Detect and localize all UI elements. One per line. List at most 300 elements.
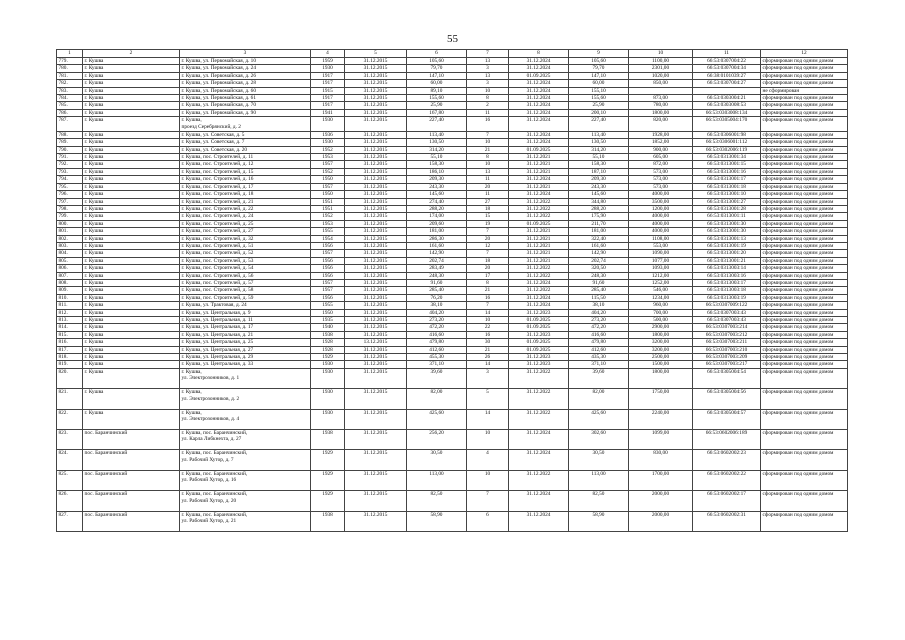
table-cell: 66:53:0602006:189: [693, 430, 761, 450]
table-cell: г. Кушва: [83, 213, 180, 220]
table-cell: 1929: [311, 450, 345, 470]
table-cell: 1108,00: [629, 235, 693, 242]
table-cell: сформирован под одним домом: [761, 198, 848, 205]
table-cell: 31.12.2015: [345, 102, 407, 109]
table-cell: 22: [467, 324, 509, 331]
table-cell: 66:53:0602002:17: [693, 491, 761, 511]
table-cell: 3: [467, 80, 509, 87]
table-cell: г. Кушва: [83, 154, 180, 161]
table-cell: 302,60: [569, 430, 629, 450]
table-cell: 1252,00: [629, 279, 693, 286]
table-cell: 320,50: [569, 265, 629, 272]
table-row: [57, 294, 848, 301]
table-cell: г. Кушва: [83, 191, 180, 198]
table-cell: г. Кушва: [83, 131, 180, 138]
column-header: 7: [467, 50, 509, 58]
table-row: [57, 139, 848, 146]
table-cell: 31.12.2015: [345, 139, 407, 146]
table-cell: 12: [467, 242, 509, 249]
table-cell: 273,20: [407, 317, 467, 324]
table-cell: 472,20: [407, 324, 467, 331]
table-cell: 113,00: [407, 470, 467, 490]
table-cell: 2000,00: [629, 491, 693, 511]
table-cell: 66:53:0313001:30: [693, 220, 761, 227]
table-cell: 142,90: [407, 250, 467, 257]
table-row: [57, 430, 848, 450]
table-cell: 66:53:0307009:122: [693, 302, 761, 309]
table-cell: 227,40: [407, 117, 467, 132]
table-cell: 819.: [57, 361, 83, 368]
table-cell: 1956: [311, 272, 345, 279]
table-cell: г. Кушва, пос. Баранчинский, ул. Карла Либкнехта, д. 27: [180, 430, 311, 450]
table-cell: 31.12.2022: [509, 205, 569, 212]
table-cell: 01.09.2025: [509, 220, 569, 227]
table-cell: 209,60: [407, 220, 467, 227]
table-cell: г. Кушва, пос. Строителей, д. 24: [180, 213, 311, 220]
table-cell: 1093,00: [629, 265, 693, 272]
table-cell: 66:53:0602002:23: [693, 450, 761, 470]
table-cell: 1928: [311, 339, 345, 346]
table-cell: 15: [467, 213, 509, 220]
table-cell: 827.: [57, 511, 83, 531]
table-cell: сформирован под одним домом: [761, 58, 848, 65]
table-cell: 105,60: [569, 58, 629, 65]
table-cell: 66:53:0302006:119: [693, 146, 761, 153]
table-cell: 31.12.2015: [345, 146, 407, 153]
table-cell: г. Кушва: [83, 389, 180, 409]
table-cell: 2240,00: [629, 409, 693, 429]
table-cell: 66:53:0303008:53: [693, 102, 761, 109]
table-cell: г. Кушва: [83, 139, 180, 146]
table-cell: 1957: [311, 161, 345, 168]
table-row: [57, 346, 848, 353]
table-cell: 167,80: [407, 109, 467, 116]
table-row: [57, 220, 848, 227]
table-cell: 16: [467, 331, 509, 338]
table-cell: сформирован под одним домом: [761, 265, 848, 272]
table-cell: г. Кушва, пос. Строителей, д. 25: [180, 220, 311, 227]
table-cell: 3200,00: [629, 339, 693, 346]
table-cell: 21: [467, 287, 509, 294]
table-cell: 783.: [57, 87, 83, 94]
table-cell: г. Кушва: [83, 294, 180, 301]
table-cell: 31.12.2024: [509, 102, 569, 109]
table-cell: г. Кушва, пос. Строителей, д. 16: [180, 176, 311, 183]
table-cell: г. Кушва: [83, 242, 180, 249]
table-cell: сформирован под одним домом: [761, 205, 848, 212]
table-cell: г. Кушва, ул. Электрозонников, д. 1: [180, 368, 311, 388]
table-cell: 10: [467, 161, 509, 168]
table-cell: 818.: [57, 354, 83, 361]
table-cell: 66:53:0313003:16: [693, 272, 761, 279]
column-header: 1: [57, 50, 83, 58]
table-cell: г. Кушва, пос. Строителей, д. 22: [180, 205, 311, 212]
column-header: 8: [509, 50, 569, 58]
table-cell: сформирован под одним домом: [761, 235, 848, 242]
table-cell: 404,20: [407, 309, 467, 316]
table-cell: 2900,00: [629, 324, 693, 331]
table-cell: 802.: [57, 235, 83, 242]
table-cell: г. Кушва: [83, 257, 180, 264]
table-cell: 787.: [57, 117, 83, 132]
table-cell: [693, 87, 761, 94]
table-cell: 31.12.2015: [345, 265, 407, 272]
table-cell: 825.: [57, 470, 83, 490]
table-row: [57, 450, 848, 470]
table-cell: 227,40: [569, 117, 629, 132]
table-cell: 58,90: [569, 511, 629, 531]
table-cell: 155,10: [569, 87, 629, 94]
table-cell: 784.: [57, 95, 83, 102]
table-cell: 1234,00: [629, 294, 693, 301]
table-cell: 66:53:0307003:217: [693, 361, 761, 368]
table-cell: 820.: [57, 368, 83, 388]
table-cell: 01.09.2025: [509, 346, 569, 353]
table-cell: г. Кушва, ул. Советская, д. 5: [180, 131, 311, 138]
table-cell: 8: [467, 154, 509, 161]
table-cell: 805.: [57, 257, 83, 264]
table-cell: сформирован под одним домом: [761, 331, 848, 338]
table-cell: 66:53:0305004:56: [693, 389, 761, 409]
table-cell: 823.: [57, 430, 83, 450]
table-cell: 158,30: [569, 161, 629, 168]
table-cell: 66:53:0305004:54: [693, 368, 761, 388]
table-cell: г. Кушва, пос. Баранчинский, ул. Рабочий Хутор, д. 16: [180, 470, 311, 490]
table-cell: 790.: [57, 146, 83, 153]
table-cell: 812.: [57, 309, 83, 316]
table-cell: сформирован под одним домом: [761, 354, 848, 361]
table-cell: 31.12.2015: [345, 198, 407, 205]
column-header: 2: [83, 50, 180, 58]
table-cell: 31.12.2024: [509, 191, 569, 198]
table-row: [57, 109, 848, 116]
table-cell: 21: [467, 146, 509, 153]
table-cell: 273,20: [569, 317, 629, 324]
table-cell: 31.12.2015: [345, 491, 407, 511]
table-header: [57, 50, 848, 58]
table-row: [57, 309, 848, 316]
table-cell: сформирован под одним домом: [761, 346, 848, 353]
column-header: 10: [629, 50, 693, 58]
table-cell: г. Кушва: [83, 72, 180, 79]
table-cell: 31.12.2015: [345, 95, 407, 102]
table-cell: 1953: [311, 220, 345, 227]
table-row: [57, 102, 848, 109]
table-cell: 796.: [57, 191, 83, 198]
table-cell: 66:53:0313001:34: [693, 154, 761, 161]
table-row: [57, 131, 848, 138]
table-cell: г. Кушва: [83, 176, 180, 183]
table-cell: г. Кушва: [83, 279, 180, 286]
table-row: [57, 491, 848, 511]
table-cell: 66:53:0313001:21: [693, 257, 761, 264]
table-row: [57, 272, 848, 279]
table-cell: 243,30: [569, 183, 629, 190]
table-cell: 1957: [311, 279, 345, 286]
table-cell: 158,30: [407, 161, 467, 168]
table-cell: 412,60: [569, 346, 629, 353]
table-cell: 55,10: [569, 154, 629, 161]
table-cell: 82,50: [569, 491, 629, 511]
table-cell: г. Кушва: [83, 146, 180, 153]
table-row: [57, 213, 848, 220]
table-cell: 25,90: [569, 102, 629, 109]
table-cell: 573,00: [629, 176, 693, 183]
table-cell: 11: [467, 191, 509, 198]
table-cell: 1200,00: [629, 205, 693, 212]
table-cell: г. Кушва, ул. Электрозонников, д. 2: [180, 389, 311, 409]
table-cell: 605,00: [629, 154, 693, 161]
table-cell: сформирован под одним домом: [761, 220, 848, 227]
table-cell: 13: [467, 72, 509, 79]
table-cell: 66:53:0313001:19: [693, 242, 761, 249]
table-cell: г. Кушва, пос. Строителей, д. 18: [180, 191, 311, 198]
table-cell: 26: [467, 354, 509, 361]
table-row: [57, 354, 848, 361]
table-cell: 7: [467, 131, 509, 138]
table-cell: сформирован под одним домом: [761, 511, 848, 531]
table-cell: 314,20: [407, 146, 467, 153]
table-cell: 31.12.2015: [345, 250, 407, 257]
table-cell: 66:53:0305004:170: [693, 117, 761, 132]
table-cell: г. Кушва: [83, 161, 180, 168]
table-cell: 31.12.2021: [509, 235, 569, 242]
table-cell: г. Кушва: [83, 102, 180, 109]
table-cell: 2301,00: [629, 65, 693, 72]
table-cell: 546,00: [629, 287, 693, 294]
table-cell: 781.: [57, 72, 83, 79]
table-cell: 285,40: [569, 287, 629, 294]
table-cell: г. Кушва: [83, 65, 180, 72]
table-cell: г. Кушва: [83, 331, 180, 338]
table-cell: 31.12.2022: [509, 409, 569, 429]
table-cell: 4000,00: [629, 220, 693, 227]
table-cell: г. Кушва, пос. Строителей, д. 51: [180, 242, 311, 249]
table-cell: г. Кушва, пос. Строителей, д. 15: [180, 168, 311, 175]
table-cell: 1930: [311, 409, 345, 429]
table-row: [57, 331, 848, 338]
table-cell: г. Кушва: [83, 205, 180, 212]
table-cell: сформирован под одним домом: [761, 317, 848, 324]
table-cell: 1952: [311, 146, 345, 153]
table-cell: 788.: [57, 131, 83, 138]
table-cell: 31.12.2015: [345, 317, 407, 324]
table-cell: 779.: [57, 58, 83, 65]
table-cell: 31.12.2015: [345, 331, 407, 338]
table-cell: 1750,00: [629, 389, 693, 409]
column-header: 5: [345, 50, 407, 58]
table-cell: 7: [467, 250, 509, 257]
table-cell: 1957: [311, 250, 345, 257]
table-cell: 1212,00: [629, 272, 693, 279]
table-cell: 791.: [57, 154, 83, 161]
table-cell: 322,40: [569, 235, 629, 242]
table-cell: 785.: [57, 102, 83, 109]
table-cell: 472,20: [569, 324, 629, 331]
table-cell: 573,00: [629, 168, 693, 175]
table-cell: г. Кушва, ул. Советская, д. 7: [180, 139, 311, 146]
table-cell: 1500,00: [629, 361, 693, 368]
table-row: [57, 511, 848, 531]
table-cell: г. Кушва: [83, 317, 180, 324]
table-cell: г. Кушва, пос. Строителей, д. 32: [180, 235, 311, 242]
table-cell: сформирован под одним домом: [761, 183, 848, 190]
table-cell: 243,30: [407, 183, 467, 190]
table-cell: 806.: [57, 265, 83, 272]
table-cell: г. Кушва, пос. Баранчинский, ул. Рабочий Хутор, д. 7: [180, 450, 311, 470]
table-cell: 14: [467, 361, 509, 368]
table-cell: 789.: [57, 139, 83, 146]
table-cell: г. Кушва, пос. Строителей, д. 52: [180, 250, 311, 257]
table-cell: сформирован под одним домом: [761, 102, 848, 109]
table-cell: 479,80: [569, 339, 629, 346]
table-cell: 1930: [311, 117, 345, 132]
table-cell: 66:53:0307003:43: [693, 309, 761, 316]
table-row: [57, 361, 848, 368]
table-cell: 105,60: [407, 58, 467, 65]
table-row: [57, 168, 848, 175]
table-row: [57, 339, 848, 346]
table-cell: 60,00: [569, 80, 629, 87]
table-cell: 3: [467, 368, 509, 388]
table-cell: 66:53:0313001:13: [693, 235, 761, 242]
table-cell: 1917: [311, 95, 345, 102]
table-cell: 817.: [57, 346, 83, 353]
table-cell: 66:53:0313001:17: [693, 176, 761, 183]
table-cell: 01.09.2025: [509, 324, 569, 331]
table-cell: 31.12.2015: [345, 511, 407, 531]
table-row: [57, 176, 848, 183]
table-row: [57, 205, 848, 212]
table-cell: 804.: [57, 250, 83, 257]
table-cell: 31.12.2024: [509, 131, 569, 138]
table-cell: 31.12.2024: [509, 302, 569, 309]
table-cell: 31.12.2015: [345, 220, 407, 227]
table-cell: сформирован под одним домом: [761, 154, 848, 161]
table-cell: 21: [467, 346, 509, 353]
table-cell: пос. Баранчинский: [83, 470, 180, 490]
page-number: 55: [447, 33, 458, 45]
table-cell: пос. Баранчинский: [83, 511, 180, 531]
table-row: [57, 80, 848, 87]
table-cell: 797.: [57, 198, 83, 205]
table-cell: 31.12.2024: [509, 176, 569, 183]
table-cell: 792.: [57, 161, 83, 168]
table-cell: 31.12.2015: [345, 368, 407, 388]
table-cell: 1090,00: [629, 250, 693, 257]
table-cell: сформирован под одним домом: [761, 168, 848, 175]
table-cell: г. Кушва: [83, 80, 180, 87]
table-cell: 807.: [57, 272, 83, 279]
table-cell: 821.: [57, 389, 83, 409]
table-cell: г. Кушва, ул. Трактовая, д. 24: [180, 302, 311, 309]
table-cell: г. Кушва: [83, 302, 180, 309]
table-cell: 872,00: [629, 161, 693, 168]
table-row: [57, 146, 848, 153]
table-cell: 66:53:0313001:27: [693, 198, 761, 205]
table-cell: г. Кушва, ул. Первомайская, д. 28: [180, 80, 311, 87]
table-cell: 900,00: [629, 146, 693, 153]
table-cell: 187,10: [569, 168, 629, 175]
table-cell: 66:53:0307004:22: [693, 58, 761, 65]
table-cell: 31.12.2015: [345, 257, 407, 264]
table-cell: 142,90: [569, 250, 629, 257]
table-cell: 181,00: [407, 228, 467, 235]
table-cell: 822.: [57, 409, 83, 429]
table-cell: 1929: [311, 470, 345, 490]
table-cell: г. Кушва, ул. Первомайская, д. 10: [180, 58, 311, 65]
table-cell: 31.12.2024: [509, 139, 569, 146]
table-cell: сформирован под одним домом: [761, 257, 848, 264]
table-row: [57, 58, 848, 65]
table-cell: 200,10: [569, 109, 629, 116]
table-cell: сформирован под одним домом: [761, 139, 848, 146]
table-row: [57, 95, 848, 102]
table-cell: 31.12.2015: [345, 228, 407, 235]
table-cell: [629, 87, 693, 94]
table-cell: 1950: [311, 191, 345, 198]
table-cell: 1956: [311, 242, 345, 249]
table-cell: 31.12.2022: [509, 368, 569, 388]
table-cell: 2000,00: [629, 511, 693, 531]
column-header: 9: [569, 50, 629, 58]
table-cell: сформирован под одним домом: [761, 80, 848, 87]
table-cell: 145,60: [569, 191, 629, 198]
table-cell: 31.12.2022: [509, 389, 569, 409]
table-cell: пос. Баранчинский: [83, 491, 180, 511]
table-cell: г. Кушва, ул. Центральная, д. 29: [180, 354, 311, 361]
table-cell: 1957: [311, 287, 345, 294]
table-cell: 31.12.2015: [345, 470, 407, 490]
table-cell: 66:53:0313003:19: [693, 294, 761, 301]
table-cell: 5: [467, 389, 509, 409]
table-cell: 31.12.2022: [509, 272, 569, 279]
table-cell: 31.12.2024: [509, 109, 569, 116]
table-row: [57, 242, 848, 249]
table-cell: сформирован под одним домом: [761, 161, 848, 168]
table-cell: 66:53:0602002:22: [693, 470, 761, 490]
table-cell: г. Кушва, пос. Строителей, д. 27: [180, 228, 311, 235]
table-row: [57, 302, 848, 309]
table-cell: 31.12.2015: [345, 117, 407, 132]
table-cell: 31.12.2015: [345, 354, 407, 361]
table-cell: 30: [467, 339, 509, 346]
table-cell: г. Кушва, пос. Строителей, д. 12: [180, 161, 311, 168]
table-cell: 1917: [311, 72, 345, 79]
table-cell: сформирован под одним домом: [761, 272, 848, 279]
table-cell: 960,00: [629, 302, 693, 309]
table-cell: 1930: [311, 65, 345, 72]
table-cell: 31.12.2015: [345, 72, 407, 79]
table-cell: 202,74: [407, 257, 467, 264]
table-cell: 31.12.2024: [509, 491, 569, 511]
table-cell: 66:53:0313003:18: [693, 287, 761, 294]
table-cell: 66:53:0307004:27: [693, 80, 761, 87]
table-cell: сформирован под одним домом: [761, 131, 848, 138]
table-cell: сформирован под одним домом: [761, 279, 848, 286]
table-cell: 31.12.2015: [345, 191, 407, 198]
table-cell: 1930: [311, 361, 345, 368]
table-cell: 31.12.2015: [345, 168, 407, 175]
table-cell: 31.12.2024: [509, 450, 569, 470]
table-cell: 31.12.2021: [509, 257, 569, 264]
table-cell: 795.: [57, 183, 83, 190]
table-cell: 01.09.2025: [509, 317, 569, 324]
table-cell: 13.12.2015: [345, 339, 407, 346]
table-cell: 1936: [311, 131, 345, 138]
table-cell: сформирован под одним домом: [761, 146, 848, 153]
table-cell: 66:53:0306001:98: [693, 131, 761, 138]
